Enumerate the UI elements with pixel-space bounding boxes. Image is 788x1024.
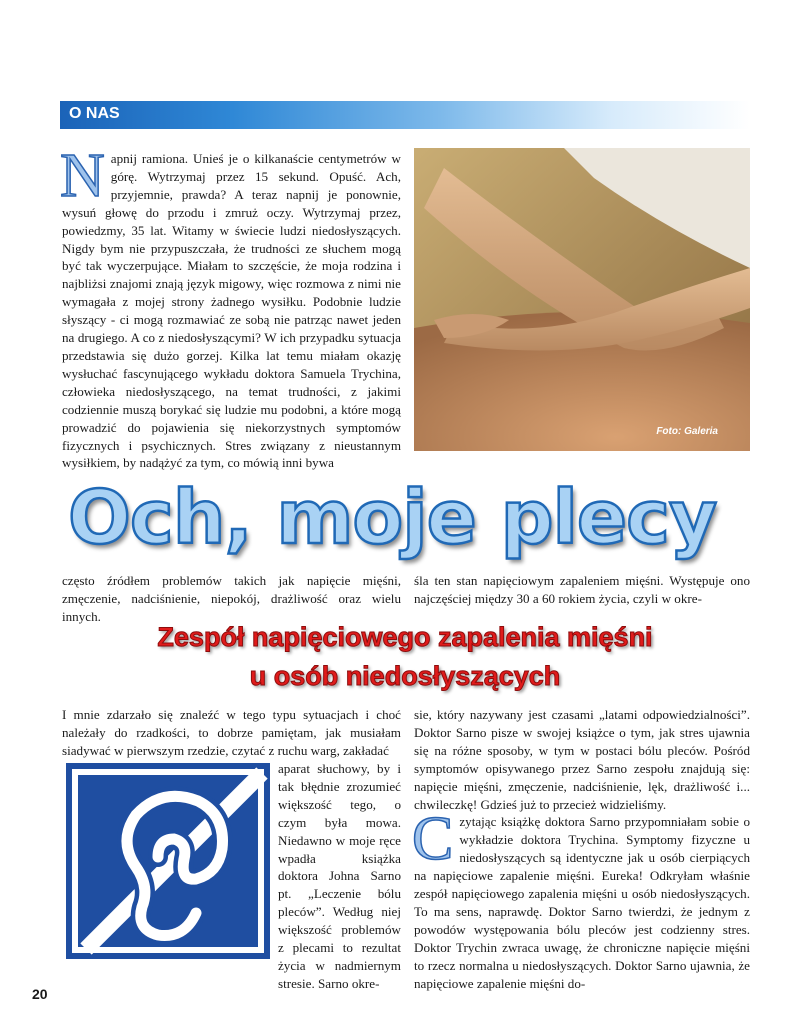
intro-text: apnij ramiona. Unieś je o kilkanaście centymetrów w górę. Wytrzymaj przez 15 sekund. Opuść. Ach, przyjemnie, prawda? A teraz napnij je ponownie, wysuń głowę do przodu i zmruż oczy. Wytrzymaj przez, powiedzmy, 35 lat. Witamy w świecie ludzi niedosłyszących. Nigdy bym nie przypuszczała, że trudności ze słuchem mogą być tak wyczerpujące. Miałam to szczęście, że moja rodzina i najbliżsi znajomi znają język migowy, więc rozmowa z nimi nie wymagała z mojej strony żadnego wysiłku. Podobnie ludzie słyszący - ci mogą rozmawiać ze sobą nie patrząc nawet jeden na drugiego. A co z niedosłyszącymi? W ich przypadku sytuacja przedstawia się dużo gorzej. Kilka lat temu miałam okazję wysłuchać fascynującego wykładu doktora Samuela Trychina, człowieka niedosłyszącego, na temat trudności, z jakimi codziennie muszą borykać się ludzie mu podobni, a które mogą prowadzić do pojawienia się niekorzystnych symptomów fizycznych i psychicznych. Stres związany z nieustannym wysiłkiem, by nadążyć za tym, co mówią inni bywa xyxy=(62,151,401,471)
subtitle-line-1: Zespół napięciowego zapalenia mięśni xyxy=(157,622,653,652)
page-number: 20 xyxy=(32,986,48,1002)
body-right-column xyxy=(414,706,750,993)
body-right-top-text: sie, który nazywany jest czasami „latami odpowiedzialności”. Doktor Sarno pisze w swojej książce o tym, jak stres ujawnia się na różne sposoby, w tym w postaci bólu pleców. Pośród symptomów opisywanego przez Sarno zespołu znajdują się: napięcie mięśni, zmęczenie, nadciśnienie, lęk, drażliwość i... chwileczkę! Gdzieś już to przecież widzieliśmy. xyxy=(414,707,750,812)
body-left-top xyxy=(62,706,401,760)
mid-right-column xyxy=(414,572,750,608)
body-left-top-text: I mnie zdarzało się znaleźć w tego typu sytuacjach i choć należały do rzadkości, to dobrze pamiętam, jak musiałam siadywać w pierwszym rzedzie, czytać z ruchu warg, zakładać xyxy=(62,707,401,758)
section-label: O NAS xyxy=(69,105,120,122)
article-title: Och, moje plecy xyxy=(68,475,717,561)
drop-cap-n: N xyxy=(60,142,105,210)
mid-right-text: śla ten stan napięciowym zapaleniem mięśni. Występuje ono najczęściej między 30 a 60 rokiem życia, czyli w okre- xyxy=(414,573,750,606)
section-header-bar xyxy=(60,101,750,129)
massage-photo xyxy=(414,148,750,451)
body-right-bottom-text: zytając książkę doktora Sarno przypomniałam sobie o wykładzie doktora Trychina. Symptomy fizyczne u niedosłyszących są identyczne jak u osób cierpiących na napięciowe zapalenie mięśni. Eureka! Odkryłam właśnie zespół napięciowego zapalenia mięśni u osób niedosłyszących. To ma sens, naprawdę. Doktor Sarno twierdzi, że jednym z powodów występowania bólu pleców jest codzienny stres. Doktor Trychin zwraca uwagę, że chroniczne napięcie mięśni to rzecz normalna u niedosłyszących. Doktor Sarno ujawnia, że napięciowe zapalenie mięśni do- xyxy=(414,814,750,991)
article-subtitle xyxy=(60,618,750,696)
photo-credit: Foto: Galeria xyxy=(656,426,718,437)
hearing-loss-symbol xyxy=(66,763,270,959)
intro-paragraph xyxy=(60,142,401,472)
drop-cap-c: C xyxy=(412,805,454,874)
body-right-bottom-paragraph xyxy=(412,805,750,992)
body-left-narrow xyxy=(278,760,401,993)
subtitle-line-2: u osób niedosłyszących xyxy=(249,661,561,691)
mid-left-text: często źródłem problemów takich jak napięcie mięśni, zmęczenie, nadciśnienie, niepokój, drażliwość oraz wielu innych. xyxy=(62,573,401,624)
body-left-narrow-text: aparat słuchowy, by i tak błędnie zrozumieć większość tego, o czym była mowa. Niedawno w moje ręce wpadła książka doktora Johna Sarno pt. „Leczenie bólu pleców”. Według niej większość problemów z plecami to rezultat życia w nadmiernym stresie. Sarno okre- xyxy=(278,761,401,991)
ear-icon xyxy=(66,763,270,959)
massage-illustration xyxy=(414,148,750,451)
intro-column xyxy=(60,142,401,472)
